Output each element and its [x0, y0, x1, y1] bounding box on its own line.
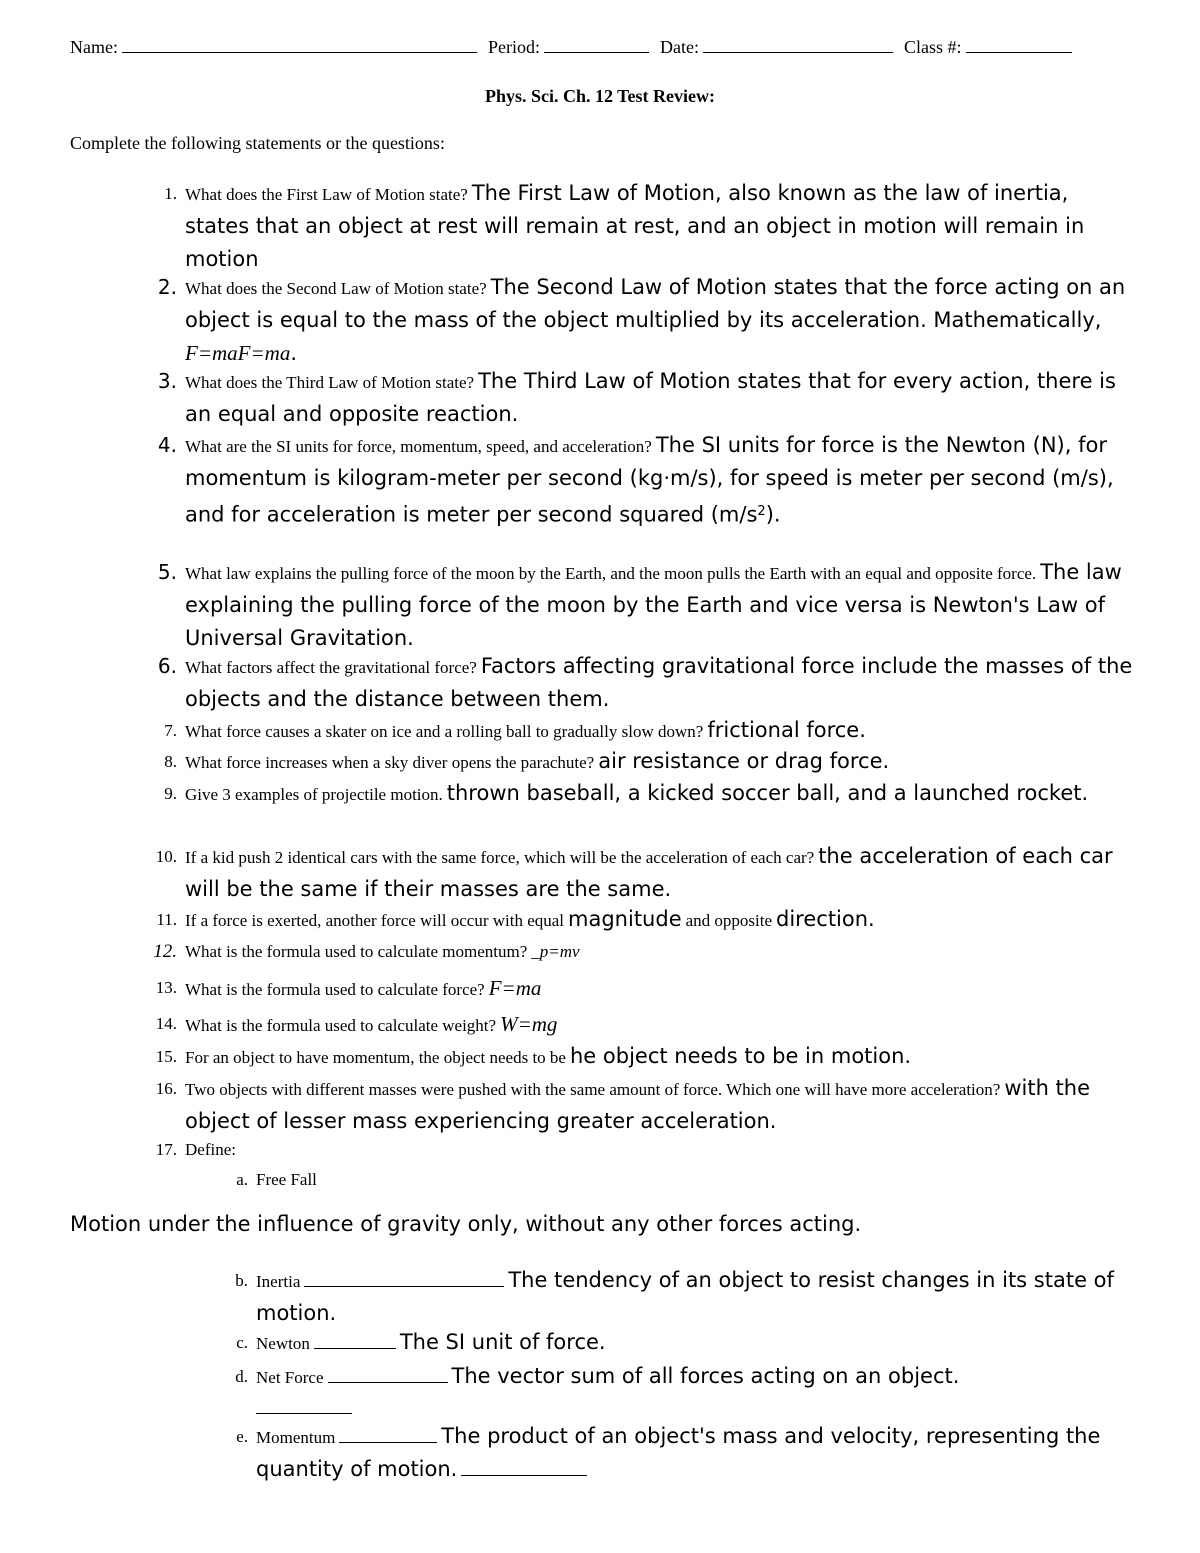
question-16	[155, 1073, 1135, 1139]
question-2	[157, 272, 1135, 371]
date-blank	[703, 36, 893, 53]
question-number: 6.	[157, 654, 177, 678]
answer-text: Factors affecting gravitational force include the masses of the objects and the distance between them.	[185, 654, 1133, 711]
question-text: What factors affect the gravitational force?	[185, 658, 477, 677]
period-blank	[544, 36, 649, 53]
answer-blank	[304, 1268, 504, 1287]
class-blank	[966, 36, 1072, 53]
define-a	[236, 1164, 1156, 1196]
answer-text: thrown baseball, a kicked soccer ball, and a launched rocket.	[446, 781, 1089, 805]
question-text: What does the Third Law of Motion state?	[185, 373, 475, 392]
question-text: What does the First Law of Motion state?	[185, 185, 468, 204]
question-text: and opposite	[685, 911, 773, 930]
answer-blank	[314, 1330, 396, 1349]
define-term: Inertia	[256, 1272, 301, 1291]
define-letter: c.	[236, 1333, 248, 1352]
header-row	[70, 36, 1110, 58]
question-6	[157, 651, 1135, 717]
question-text: If a kid push 2 identical cars with the same force, which will be the acceleration of each car?	[185, 848, 815, 867]
question-13	[155, 972, 1135, 1007]
question-number: 10.	[155, 847, 177, 866]
free-fall-definition: Motion under the influence of gravity only, without any other forces acting.	[70, 1212, 862, 1236]
define-term: Net Force	[256, 1368, 324, 1387]
define-letter: d.	[235, 1367, 248, 1386]
define-term: Newton	[256, 1334, 310, 1353]
question-number: 9.	[164, 784, 177, 803]
question-text: What force causes a skater on ice and a rolling ball to gradually slow down?	[185, 722, 704, 741]
instructions: Complete the following statements or the questions:	[70, 133, 445, 153]
answer-blank	[339, 1424, 437, 1443]
question-number: 13.	[155, 978, 177, 997]
define-text: The product of an object's mass and velocity, representing the quantity of motion.	[256, 1424, 1101, 1481]
answer-text: air resistance or drag force.	[598, 749, 890, 773]
question-number: 4.	[157, 433, 177, 457]
question-number: 12.	[153, 941, 177, 962]
answer-blank	[461, 1457, 587, 1476]
define-term: Free Fall	[256, 1170, 317, 1189]
question-number: 2.	[157, 275, 177, 299]
question-text: Give 3 examples of projectile motion.	[185, 785, 443, 804]
answer-formula: F=ma	[488, 976, 542, 1000]
answer-text: The Second Law of Motion states that the force acting on an object is equal to the mass of the object multiplied by its acceleration. Mathematically,	[185, 275, 1126, 332]
define-text: The vector sum of all forces acting on an object.	[451, 1364, 960, 1388]
answer-text: The Third Law of Motion states that for every action, there is an equal and opposite reaction.	[185, 369, 1116, 426]
answer-formula: F=maF=ma	[185, 341, 291, 365]
define-d	[235, 1361, 1156, 1425]
question-15	[155, 1041, 1135, 1074]
class-label: Class #:	[903, 37, 962, 57]
question-number: 7.	[164, 721, 177, 740]
question-8	[164, 746, 1135, 779]
question-text: What is the formula used to calculate force?	[185, 980, 485, 999]
page-title: Phys. Sci. Ch. 12 Test Review:	[484, 86, 715, 106]
question-14	[155, 1008, 1135, 1043]
define-term: Momentum	[256, 1428, 336, 1447]
question-11	[156, 904, 1135, 937]
question-number: 15.	[155, 1047, 177, 1066]
question-number: 3.	[157, 369, 177, 393]
answer-tail: .	[290, 341, 298, 365]
question-text: What does the Second Law of Motion state?	[185, 279, 487, 298]
question-12	[153, 938, 1135, 967]
question-text: Define:	[185, 1140, 236, 1159]
answer-text: frictional force.	[707, 718, 866, 742]
question-text: If a force is exerted, another force will occur with equal	[185, 911, 565, 930]
question-17	[155, 1134, 1135, 1166]
question-text: What are the SI units for force, momentum, speed, and acceleration?	[185, 437, 652, 456]
question-text: For an object to have momentum, the object needs to be	[185, 1048, 566, 1067]
name-blank	[122, 36, 477, 53]
question-3	[157, 366, 1135, 432]
question-1	[164, 178, 1135, 277]
question-number: 8.	[164, 752, 177, 771]
question-9	[164, 778, 1135, 811]
define-text: The tendency of an object to resist changes in its state of motion.	[256, 1268, 1114, 1325]
question-7	[164, 715, 1135, 748]
date-label: Date:	[659, 37, 699, 57]
answer-blank	[256, 1395, 352, 1414]
question-number: 1.	[164, 184, 177, 203]
define-e	[236, 1421, 1156, 1487]
define-letter: a.	[236, 1170, 248, 1189]
answer-text: The SI units for force is the Newton (N), for momentum is kilogram-meter per second (kg·m/s), for speed is meter per second (m/s), and for acceleration is meter per second squared (m/s	[185, 433, 1114, 527]
question-number: 14.	[155, 1014, 177, 1033]
answer-text: with the object of lesser mass experiencing greater acceleration.	[185, 1076, 1091, 1133]
question-number: 11.	[156, 910, 177, 929]
question-number: 17.	[155, 1140, 177, 1159]
define-letter: e.	[236, 1427, 248, 1446]
period-label: Period:	[487, 37, 540, 57]
answer-text: The law explaining the pulling force of the moon by the Earth and vice versa is Newton's Law of Universal Gravitation.	[185, 560, 1122, 650]
question-text: What force increases when a sky diver opens the parachute?	[185, 753, 595, 772]
question-text: Two objects with different masses were pushed with the same amount of force. Which one will have more acceleration?	[185, 1080, 1001, 1099]
question-4	[157, 430, 1135, 532]
question-text: What is the formula used to calculate momentum?	[185, 942, 528, 961]
superscript: 2	[757, 504, 766, 519]
question-text: What law explains the pulling force of the moon by the Earth, and the moon pulls the Earth with an equal and opposite force.	[185, 564, 1037, 583]
question-number: 16.	[155, 1079, 177, 1098]
question-5	[157, 557, 1135, 656]
answer-tail: ).	[765, 502, 781, 527]
answer-text: The First Law of Motion, also known as the law of inertia, states that an object at rest will remain at rest, and an object in motion will remain in motion	[185, 181, 1085, 271]
answer-text: the acceleration of each car will be the same if their masses are the same.	[185, 844, 1113, 901]
define-c	[236, 1327, 1156, 1360]
name-label: Name:	[70, 37, 118, 57]
question-text: What is the formula used to calculate weight?	[185, 1016, 497, 1035]
answer-blank	[328, 1364, 448, 1383]
answer-text: magnitude	[568, 907, 682, 931]
answer-formula: W=mg	[500, 1012, 558, 1036]
question-number: 5.	[157, 560, 177, 584]
define-b	[235, 1265, 1156, 1331]
define-letter: b.	[235, 1271, 248, 1290]
question-10	[155, 841, 1135, 907]
answer-text: direction.	[776, 907, 875, 931]
answer-formula: _p=mv	[531, 942, 580, 961]
answer-text: he object needs to be in motion.	[569, 1044, 912, 1068]
define-text: The SI unit of force.	[399, 1330, 606, 1354]
